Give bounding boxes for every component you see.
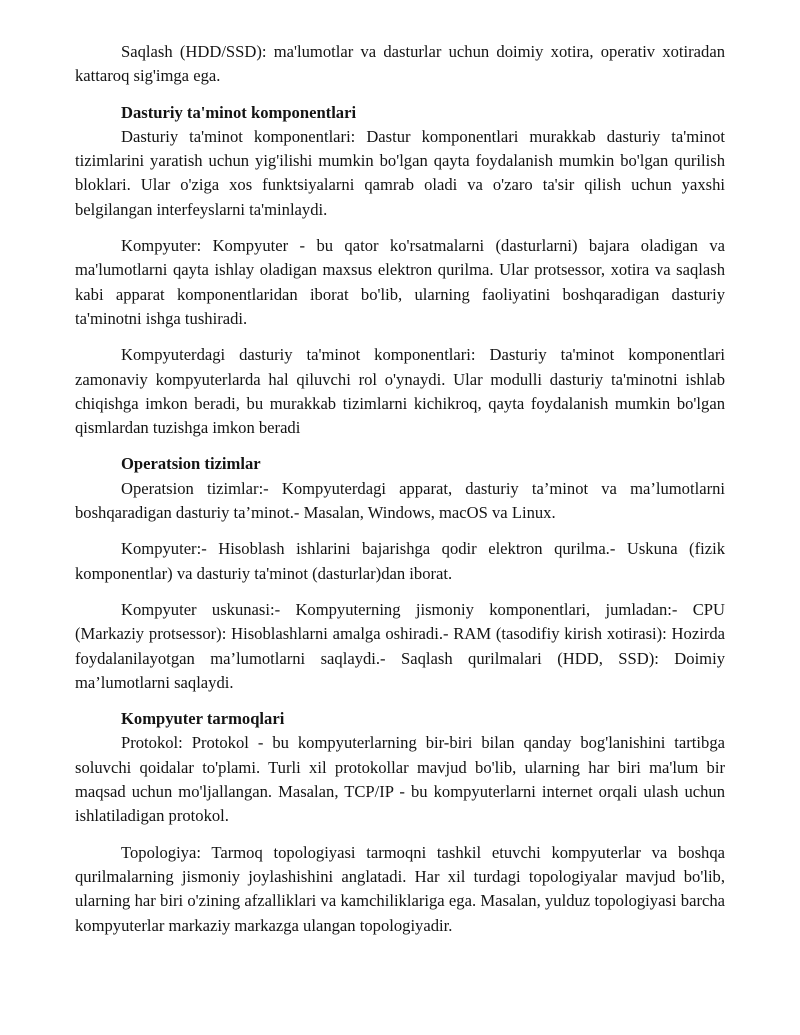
paragraph-computer-software-components: Kompyuterdagi dasturiy ta'minot komponentlari: Dasturiy ta'minot komponentlari zamonaviy kompyuterlarda hal qiluvchi rol o'ynaydi. Ular modulli dasturiy ta'minotni ishlab chiqishga imkon beradi, bu murakkab tizimlarni kichikroq, qayta foydalanish mumkin bo'lgan qismlardan tuzishga imkon beradi — [75, 345, 725, 438]
paragraph-software-components: Dasturiy ta'minot komponentlari: Dastur komponentlari murakkab dasturiy ta'minot tizimlarini yaratish uchun yig'ilishi mumkin bo'lgan qayta foydalanish mumkin bo'lgan qurilish bloklari. Ular o'ziga xos funktsiyalarni qamrab oladi va o'zaro ta'sir qilish uchun yaxshi belgilangan interfeyslarni ta'minlaydi. — [75, 126, 725, 219]
paragraph-topology: Topologiya: Tarmoq topologiyasi tarmoqni tashkil etuvchi kompyuterlar va boshqa qurilmalarning jismoniy joylashishini anglatadi. Har xil turdagi topologiyalar mavjud bo'lib, ularning har biri o'zining afzalliklari va kamchiliklariga ega. Masalan, yulduz topologiyasi barcha kompyuterlar markaziy markazga ulangan topologiyadir. — [75, 842, 725, 935]
heading-operating-systems: Operatsion tizimlar — [121, 454, 261, 474]
paragraph-computer-hardware: Kompyuter uskunasi:- Kompyuterning jismoniy komponentlari, jumladan:- CPU (Markaziy protsessor): Hisoblashlarni amalga oshiradi.- RAM (tasodifiy kirish xotirasi): Hozirda foydalanilayotgan ma’lumotlarni saqlaydi.- Saqlash qurilmalari (HDD, SSD): Doimiy ma’lumotlarni saqlaydi. — [75, 599, 725, 692]
paragraph-protocol: Protokol: Protokol - bu kompyuterlarning bir-biri bilan qanday bog'lanishini tartibga soluvchi qoidalar to'plami. Turli xil protokollar mavjud bo'lib, ularning har biri ma'lum bir maqsad uchun mo'ljallangan. Masalan, TCP/IP - bu kompyuterlarni internet orqali ulash uchun ishlatiladigan protokol. — [75, 733, 725, 826]
paragraph-computer-definition: Kompyuter:- Hisoblash ishlarini bajarishga qodir elektron qurilma.- Uskuna (fizik komponentlar) va dasturiy ta'minot (dasturlar)dan iborat. — [75, 539, 725, 583]
document-page — [75, 40, 725, 938]
heading-software-components: Dasturiy ta'minot komponentlari — [121, 102, 357, 122]
paragraph-operating-systems: Operatsion tizimlar:- Kompyuterdagi apparat, dasturiy ta’minot va ma’lumotlarni boshqaradigan dasturiy ta’minot.- Masalan, Windows, macOS va Linux. — [75, 478, 725, 523]
paragraph-storage: Saqlash (HDD/SSD): ma'lumotlar va dasturlar uchun doimiy xotira, operativ xotiradan kattaroq sig'imga ega. — [75, 42, 725, 86]
paragraph-computer: Kompyuter: Kompyuter - bu qator ko'rsatmalarni (dasturlarni) bajara oladigan va ma'lumotlarni qayta ishlay oladigan maxsus elektron qurilma. Ular protsessor, xotira va saqlash kabi apparat komponentlaridan iborat bo'lib, ularning faoliyatini boshqaradigan dasturiy ta'minotni ishga tushiradi. — [75, 236, 725, 328]
heading-computer-networks: Kompyuter tarmoqlari — [121, 709, 285, 729]
